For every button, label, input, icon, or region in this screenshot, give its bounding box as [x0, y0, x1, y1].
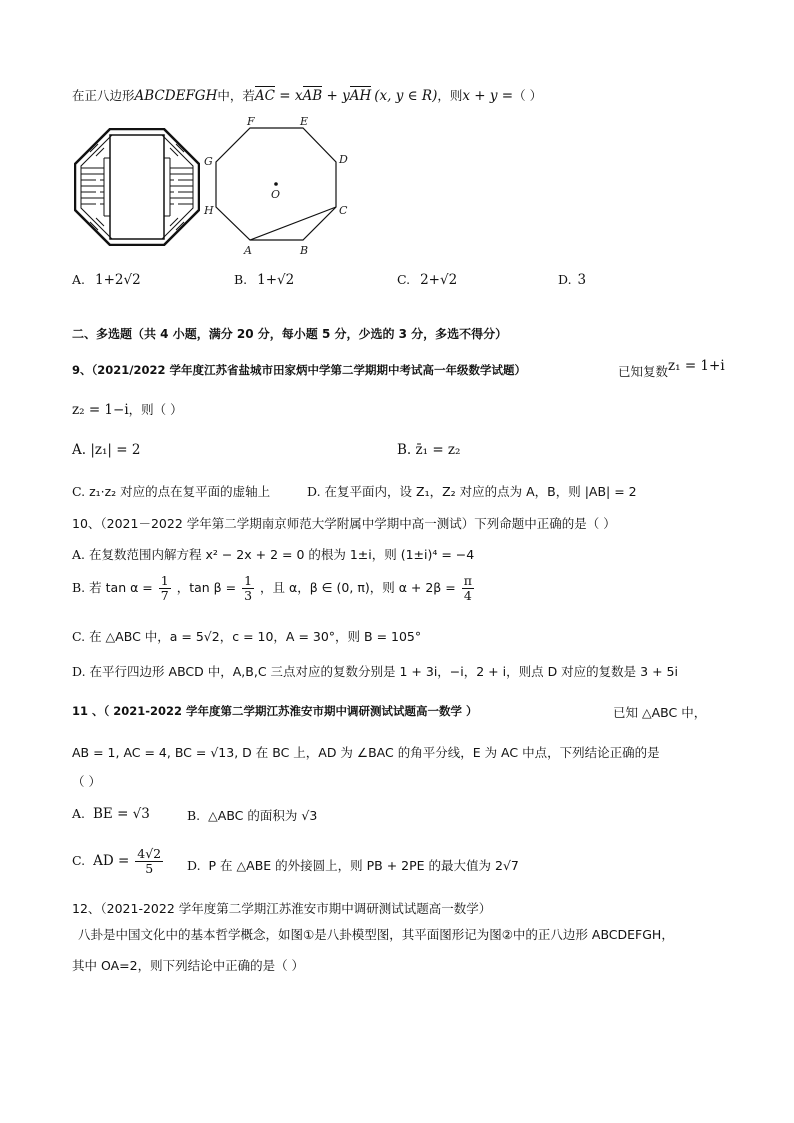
bagua-model-figure — [74, 128, 200, 246]
q9-option-a[interactable] — [72, 442, 140, 458]
q8-option-b[interactable] — [234, 272, 294, 288]
q11-option-c-pre: AD = — [93, 853, 130, 869]
octagon-figure — [200, 112, 360, 262]
bagua-outer-octagon — [75, 129, 199, 245]
q8-vec-ah: AH — [349, 88, 372, 104]
q9-source: 9、（2021/2022 学年度江苏省盐城市田家炳中学第二学期期中考试高一年级数学试题） — [72, 363, 526, 377]
q8-option-a[interactable] — [72, 272, 141, 288]
q10-option-b[interactable] — [72, 574, 476, 603]
q11-option-d[interactable] — [187, 856, 519, 874]
q9-line2 — [72, 399, 183, 418]
q9-z2: z₂ = 1−i — [72, 402, 129, 418]
q10-option-a-label: A. — [72, 547, 86, 562]
q8-option-d-label: D. — [558, 272, 572, 287]
q11-option-d-text: P 在 △ABE 的外接圆上，则 PB + 2PE 的最大值为 2√7 — [208, 858, 519, 873]
q9-option-a-text: A. |z₁| = 2 — [72, 442, 141, 458]
q11-option-b-label: B. — [187, 808, 201, 823]
q10-option-d-text: 在平行四边形 ABCD 中，A,B,C 三点对应的复数分别是 1 + 3i，−i，2 + i，则点 D 对应的复数是 3 + 5i — [89, 664, 678, 679]
q12-stem-line1: 八卦是中国文化中的基本哲学概念，如图①是八卦模型图，其平面图形记为图②中的正八边形 ABCDEFGH， — [78, 927, 674, 942]
q11-option-b[interactable] — [187, 806, 317, 824]
q11-stem-intro: 已知 △ABC 中， — [613, 705, 707, 720]
q11-option-b-text: △ABC 的面积为 √3 — [208, 808, 318, 823]
q10-option-d[interactable] — [72, 662, 678, 680]
q9-option-b-text: B. z̄₁ = z₂ — [397, 442, 461, 458]
bagua-inner-octagon — [81, 135, 193, 239]
vertex-label-g: G — [204, 155, 213, 168]
center-point — [274, 182, 278, 186]
vertex-label-h: H — [204, 204, 214, 217]
q8-stem-pre: 在正八边形 — [72, 88, 135, 103]
vertex-label-c: C — [339, 204, 348, 217]
q11-option-a-text: BE = √3 — [93, 806, 150, 822]
q10-frac-1-3: $\frac{1}{3}$ — [244, 573, 253, 603]
q8-stem-mid: 中，若 — [217, 88, 255, 103]
q8-option-d[interactable] — [558, 272, 586, 288]
q9-stem-end: ，则（ ） — [128, 402, 183, 417]
q10-option-b-pre: 若 tan α = — [89, 580, 153, 595]
q11-frac-ad: $\frac{4√2}{5}$ — [137, 846, 162, 876]
q11-stem-main: AB = 1, AC = 4, BC = √13, D 在 BC 上，AD 为 ∠BAC 的角平分线，E 为 AC 中点，下列结论正确的是 — [72, 745, 660, 760]
q10-option-c-text: 在 △ABC 中，a = 5√2，c = 10，A = 30°，则 B = 105° — [89, 629, 422, 644]
q10-option-c-label: C. — [72, 629, 86, 644]
vertex-label-f: F — [247, 115, 255, 128]
q10-option-d-label: D. — [72, 664, 86, 679]
q10-option-b-mid: ，tan β = — [176, 580, 237, 595]
q11-source: 11 、（ 2021-2022 学年度第二学期江苏淮安市期中调研测试试题高一数学 ） — [72, 704, 478, 718]
q11-option-a-label: A. — [72, 806, 86, 821]
q8-option-a-label: A. — [72, 272, 86, 287]
q8-stem-post: ，则 — [437, 88, 463, 103]
q9-z1: z₁ = 1+i — [668, 358, 725, 374]
q9-option-d-label: D. — [307, 484, 321, 499]
vertex-label-e: E — [300, 115, 309, 128]
q8-ask: x + y = — [462, 88, 514, 104]
q8-option-d-text: 3 — [577, 272, 587, 288]
q11-option-c-label: C. — [72, 853, 86, 868]
q8-option-b-label: B. — [234, 272, 248, 287]
q8-vec-ab: AB — [302, 88, 323, 104]
q8-option-c[interactable] — [397, 272, 457, 288]
vertex-label-b: B — [300, 244, 309, 257]
q10-source: 10、（2021－2022 学年第二学期南京师范大学附属中学期中高一测试）下列命题中正确的是（ ） — [72, 516, 616, 531]
vertex-label-a: A — [244, 244, 252, 257]
q9-option-d[interactable] — [307, 482, 637, 500]
q9-option-c-label: C. — [72, 484, 86, 499]
q11-paren: （ ） — [72, 774, 101, 789]
q9-option-c-text: z₁·z₂ 对应的点在复平面的虚轴上 — [89, 484, 271, 499]
q8-option-b-text: 1+√2 — [257, 272, 295, 288]
q8-polygon: ABCDEFGH — [134, 88, 218, 104]
center-label-o: O — [271, 188, 281, 201]
q8-vec-ac: AC — [254, 88, 275, 104]
q8-option-c-text: 2+√2 — [420, 272, 458, 288]
q8-paren: （ ） — [513, 88, 543, 103]
q10-option-c[interactable] — [72, 627, 421, 645]
bagua-center-panel — [110, 135, 164, 239]
q9-option-b[interactable] — [397, 442, 460, 458]
q8-option-a-text: 1+2√2 — [95, 272, 141, 288]
q8-eq-mid1: = x — [274, 88, 303, 104]
q9-option-d-text: 在复平面内，设 Z₁，Z₂ 对应的点为 A，B，则 |AB| = 2 — [324, 484, 637, 499]
section-title: 二、多选题（共 4 小题，满分 20 分，每小题 5 分，少选的 3 分，多选不得分） — [72, 327, 508, 341]
q12-source: 12、（2021-2022 学年度第二学期江苏淮安市期中调研测试试题高一数学） — [72, 901, 492, 916]
vertex-label-d: D — [339, 153, 348, 166]
q10-frac-pi-4: $\frac{\pi}{4}$ — [463, 573, 472, 603]
q11-option-c[interactable] — [72, 847, 165, 876]
q10-option-a-text: 在复数范围内解方程 x² − 2x + 2 = 0 的根为 1±i，则 (1±i)⁴ = −4 — [89, 547, 475, 562]
q11-option-d-label: D. — [187, 858, 201, 873]
q8-eq-mid2: + y — [322, 88, 350, 104]
q8-option-c-label: C. — [397, 272, 411, 287]
diagonal-ac — [250, 207, 336, 240]
q10-option-b-label: B. — [72, 580, 86, 595]
q10-option-b-cond: ，且 α，β ∈ (0, π)，则 α + 2β = — [260, 580, 456, 595]
q8-cond: (x, y ∈ R) — [374, 88, 438, 104]
q11-option-a[interactable] — [72, 806, 150, 822]
q9-option-c[interactable] — [72, 482, 270, 500]
q8-stem — [72, 86, 542, 104]
q10-option-a[interactable] — [72, 545, 474, 563]
q9-stem-intro: 已知复数 — [618, 364, 669, 379]
q10-frac-1-7: $\frac{1}{7}$ — [160, 573, 169, 603]
q12-stem-line2: 其中 OA=2，则下列结论中正确的是（ ） — [72, 958, 305, 973]
